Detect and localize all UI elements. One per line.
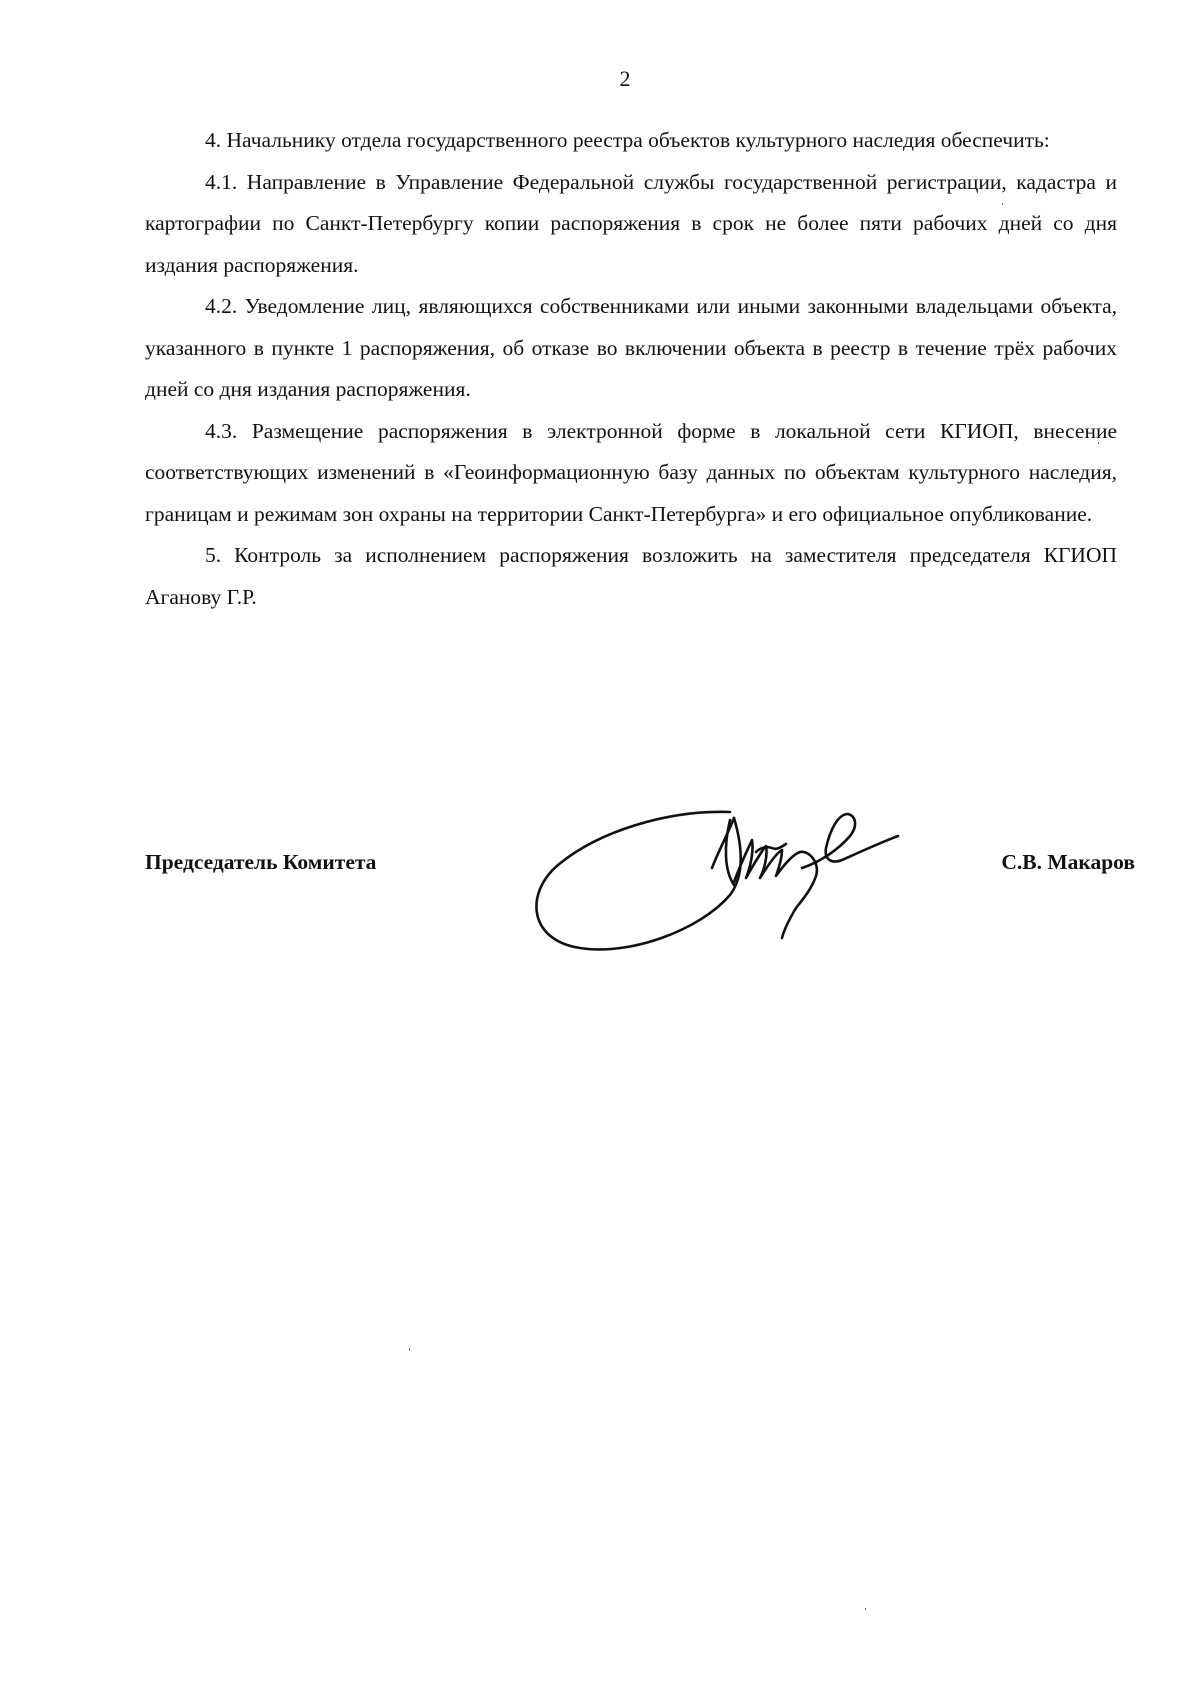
page-number: 2 xyxy=(619,66,631,91)
paragraph-5: 5. Контроль за исполнением распоряжения возложить на заместителя председателя КГИОП Аганову Г.Р. xyxy=(145,543,1117,609)
scan-speck xyxy=(1002,203,1003,205)
signer-name: С.В. Макаров xyxy=(1001,850,1135,874)
paragraph-4-2: 4.2. Уведомление лиц, являющихся собственниками или иными законными владельцами объекта, указанного в пункте 1 распоряжения, об отказе во включении объекта в реестр в течение трёх рабочих дней со дня издания распоряжения. xyxy=(145,294,1117,401)
handwritten-signature xyxy=(520,790,920,960)
document-body xyxy=(145,120,1117,618)
scan-speck xyxy=(865,1608,866,1610)
scan-speck xyxy=(409,1348,410,1351)
scan-speck xyxy=(1098,442,1099,444)
paragraph-4-3: 4.3. Размещение распоряжения в электронной форме в локальной сети КГИОП, внесение соответствующих изменений в «Геоинформационную базу данных по объектам культурного наследия, границам и режимам зон охраны на территории Санкт-Петербурга» и его официальное опубликование. xyxy=(145,418,1117,526)
paragraph-4-1: 4.1. Направление в Управление Федеральной службы государственной регистрации, кадастра и картографии по Санкт-Петербургу копии распоряжения в срок не более пяти рабочих дней со дня издания распоряжения. xyxy=(145,169,1117,277)
paragraph-4: 4. Начальнику отдела государственного реестра объектов культурного наследия обеспечить: xyxy=(205,128,1050,152)
signer-position: Председатель Комитета xyxy=(145,850,377,874)
